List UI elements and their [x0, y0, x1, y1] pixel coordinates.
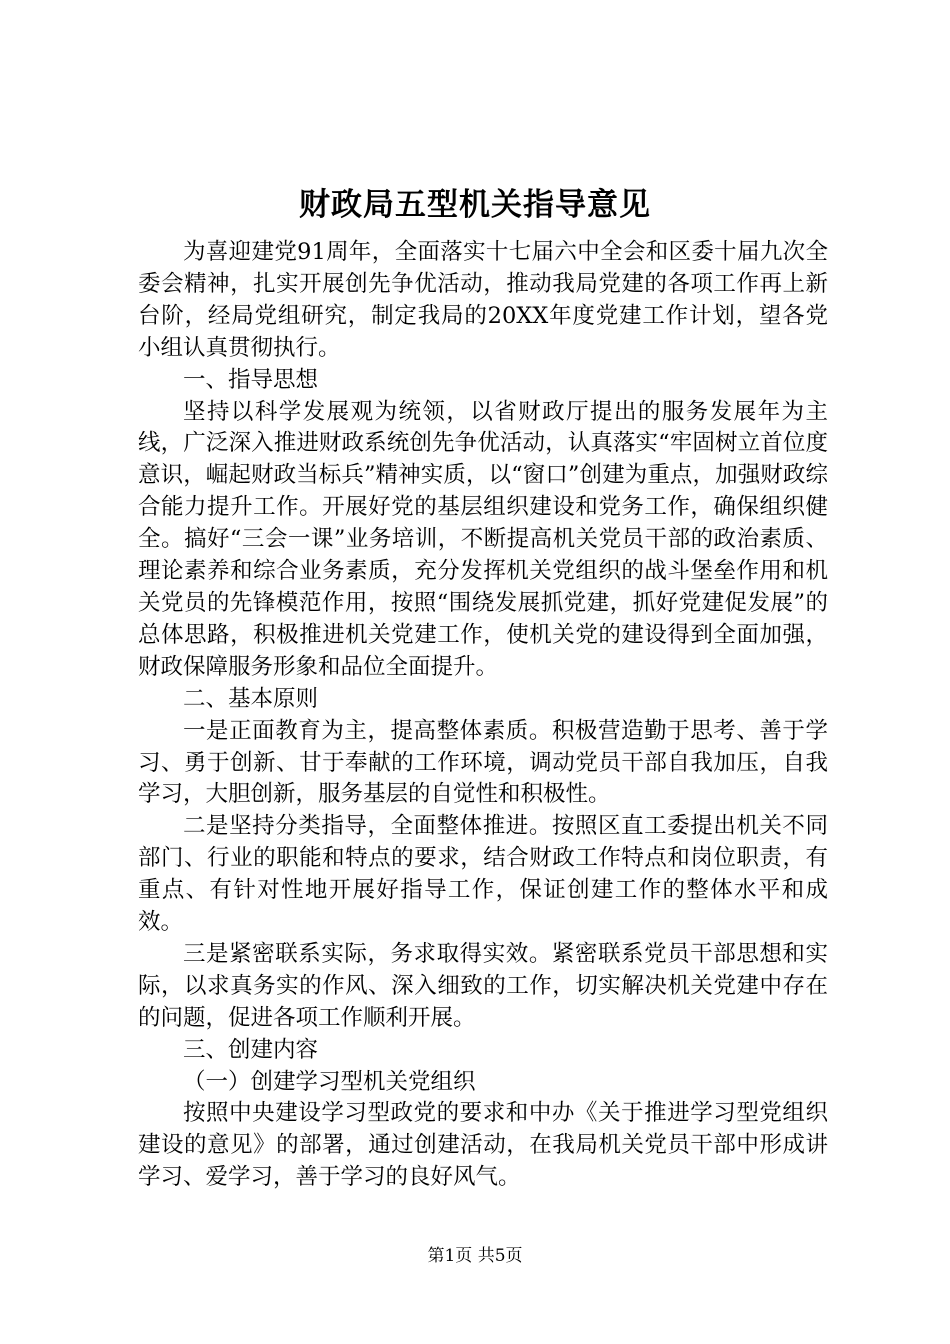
document-body [138, 237, 828, 1194]
section-heading-creation-content: 三、创建内容 [183, 1036, 319, 1063]
page-number-footer: 第1页 共5页 [427, 1246, 523, 1266]
principle-three-paragraph: 三是紧密联系实际，务求取得实效。紧密联系党员干部思想和实际，以求真务实的作风、深入细致的工作，切实解决机关党建中存在的问题，促进各项工作顺利开展。 [138, 940, 828, 1031]
document-title: 财政局五型机关指导意见 [299, 187, 651, 223]
guiding-ideology-paragraph: 坚持以科学发展观为统领，以省财政厅提出的服务发展年为主线，广泛深入推进财政系统创先争优活动，认真落实“牢固树立首位度意识，崛起财政当标兵”精神实质，以“窗口”创建为重点，加强财政综合能力提升工作。开展好党的基层组织建设和党务工作，确保组织健全。搞好“三会一课”业务培训，不断提高机关党员干部的政治素质、理论素养和综合业务素质，充分发挥机关党组织的战斗堡垒作用和机关党员的先锋模范作用，按照“围绕发展抓党建，抓好党建促发展”的总体思路，积极推进机关党建工作，使机关党的建设得到全面加强，财政保障服务形象和品位全面提升。 [138, 398, 828, 680]
section-heading-guiding-ideology: 一、指导思想 [183, 366, 319, 393]
intro-paragraph: 为喜迎建党91周年，全面落实十七届六中全会和区委十届九次全委会精神，扎实开展创先争优活动，推动我局党建的各项工作再上新台阶，经局党组研究，制定我局的20XX年度党建工作计划，望各党小组认真贯彻执行。 [138, 239, 828, 361]
section-heading-basic-principles: 二、基本原则 [183, 685, 319, 712]
learning-organization-paragraph: 按照中央建设学习型政党的要求和中办《关于推进学习型党组织建设的意见》的部署，通过创建活动，在我局机关党员干部中形成讲学习、爱学习，善于学习的良好风气。 [138, 1100, 828, 1191]
principle-one-paragraph: 一是正面教育为主，提高整体素质。积极营造勤于思考、善于学习、勇于创新、甘于奉献的工作环境，调动党员干部自我加压，自我学习，大胆创新，服务基层的自觉性和积极性。 [138, 717, 828, 808]
subsection-heading-learning-organization: （一）创建学习型机关党组织 [183, 1068, 476, 1095]
principle-two-paragraph: 二是坚持分类指导，全面整体推进。按照区直工委提出机关不同部门、行业的职能和特点的要求，结合财政工作特点和岗位职责，有重点、有针对性地开展好指导工作，保证创建工作的整体水平和成效。 [138, 813, 828, 936]
